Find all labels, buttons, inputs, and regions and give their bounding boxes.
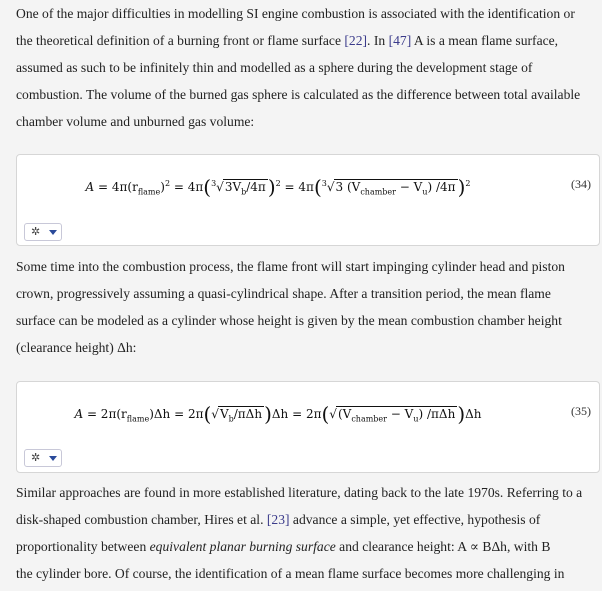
eq-superscript: 2: [164, 179, 171, 188]
equation-number: (35): [571, 404, 591, 418]
paragraph-3: [16, 479, 600, 587]
eq-term: = 2π(r: [83, 407, 127, 421]
text-span: and clearance height: A ∝ BΔh, with B: [335, 539, 551, 554]
eq-term: /4π: [246, 180, 266, 194]
eq-term: − V: [395, 180, 423, 194]
equation-34: $A = 4\pi(r_{flame})^2 = 4\pi(^3√3V_b/4\pi$ )$^2$ = 4π($^3$√3 $(V_{chamber} - V_u)$ /4π )$^2$: [85, 175, 471, 199]
eq-term: = 4π: [170, 180, 204, 194]
paragraph-2: [16, 253, 600, 361]
text-span: A is a mean flame surface,: [411, 33, 559, 48]
eq-subscript: u: [413, 414, 419, 424]
text-line: [16, 533, 600, 560]
text-line: (clearance height) Δh:: [16, 340, 137, 355]
eq-term: Δh: [465, 407, 482, 421]
eq-term: ): [160, 180, 165, 194]
text-line: [16, 27, 600, 54]
eq-term: (V: [337, 407, 352, 421]
text-line: combustion. The volume of the burned gas sphere is calculated as the difference between total available: [16, 87, 581, 102]
citation-link[interactable]: [47]: [388, 33, 412, 48]
text-line: surface can be modeled as a cylinder whose height is given by the mean combustion chamber height: [16, 313, 562, 328]
text-line: the cylinder bore. Of course, the identification of a mean flame surface becomes more challenging in: [16, 566, 565, 581]
paragraph-1: [16, 0, 600, 135]
eq-term: /πΔh: [233, 407, 263, 421]
eq-term: )Δh = 2π: [149, 407, 204, 421]
text-line: crown, progressively assuming a quasi-cylindrical shape. After a transition period, the mean flame: [16, 286, 551, 301]
eq-term: Δh = 2π: [271, 407, 322, 421]
chevron-down-icon: [49, 456, 57, 461]
eq-symbol: A: [74, 407, 84, 421]
eq-term: ) /4π: [427, 180, 456, 194]
equation-box-35: [16, 381, 600, 473]
eq-symbol: A: [85, 180, 95, 194]
equation-box-34: [16, 154, 600, 246]
eq-superscript: 2: [275, 179, 281, 188]
eq-subscript: b: [228, 414, 234, 424]
text-line: chamber volume and unburned gas volume:: [16, 114, 255, 129]
text-span: disk-shaped combustion chamber, Hires et al.: [16, 512, 267, 527]
chevron-down-icon: [49, 230, 57, 235]
text-span: advance a simple, yet effective, hypothesis of: [289, 512, 541, 527]
citation-link[interactable]: [23]: [266, 512, 290, 527]
eq-subscript: flame: [137, 187, 161, 197]
equation-number: (34): [571, 177, 591, 191]
citation-link[interactable]: [22]: [344, 33, 368, 48]
italic-term: equivalent planar burning surface: [149, 539, 336, 554]
text-line: Similar approaches are found in more established literature, dating back to the late 1970s. Referring to a: [16, 485, 583, 500]
gear-icon: ✲: [31, 452, 41, 464]
text-line: Some time into the combustion process, the flame front will start impinging cylinder head and piston: [16, 259, 565, 274]
eq-subscript: b: [241, 187, 247, 197]
text-line: [16, 506, 600, 533]
text-span: . In: [367, 33, 389, 48]
gear-icon: ✲: [31, 226, 41, 238]
equation-35: $A = 2\pi(r_{flame})\Delta h = 2\pi(√V_b/\pi\Delta h$ )$\Delta h = 2\pi(√(V_{chamber} - V_u)$ /πΔh )Δh: [74, 402, 482, 426]
eq-term: − V: [386, 407, 414, 421]
eq-subscript: chamber: [351, 414, 387, 424]
eq-term: V: [219, 407, 229, 421]
eq-term: 3 (V: [335, 180, 361, 194]
eq-subscript: flame: [126, 414, 150, 424]
equation-menu-button[interactable]: [24, 223, 62, 241]
eq-subscript: chamber: [360, 187, 396, 197]
text-line: assumed as such to be infinitely thin and modelled as a sphere during the development stage of: [16, 60, 533, 75]
eq-term: ) /πΔh: [418, 407, 456, 421]
equation-menu-button[interactable]: [24, 449, 62, 467]
eq-term: = 4π(r: [94, 180, 138, 194]
text-span: the theoretical definition of a burning front or flame surface: [16, 33, 345, 48]
text-span: proportionality between: [16, 539, 150, 554]
eq-superscript: 2: [465, 179, 471, 188]
eq-term: = 4π: [280, 180, 314, 194]
text-line: One of the major difficulties in modelling SI engine combustion is associated with the identification or: [16, 6, 575, 21]
eq-subscript: u: [422, 187, 428, 197]
eq-term: 3V: [224, 180, 242, 194]
